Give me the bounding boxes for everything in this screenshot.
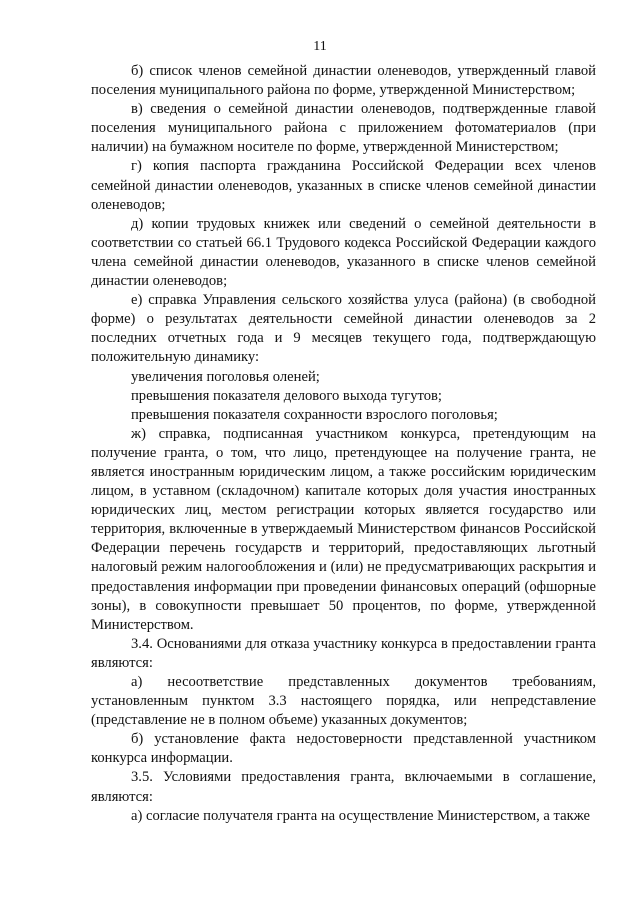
paragraph-3-5: 3.5. Условиями предоставления гранта, включаемыми в соглашение, являются:: [91, 769, 596, 805]
paragraph-item-zh: ж) справка, подписанная участником конкурса, претендующим на получение гранта, о том, что лицо, претендующее на получение гранта, не является иностранным юридическим лицом, а также российским юридическим лицом, в уставном (складочном) капитале которых доля участия иностранных юридических лиц, местом регистрации которых является государство или территория, включенные в утверждаемый Министерством финансов Российской Федерации перечень государств и территорий, предоставляющих льготный налоговый режим налогообложения и (или) не предусматривающих раскрытия и предоставления информации при проведении финансовых операций (офшорные зоны), в совокупности превышает 50 процентов, по форме, утвержденной Министерством.: [91, 425, 596, 633]
page-number: 11: [313, 39, 327, 54]
dynamics-item-adult-survival: превышения показателя сохранности взрослого поголовья;: [131, 406, 498, 423]
paragraph-3-4: 3.4. Основаниями для отказа участнику конкурса в предоставлении гранта являются:: [91, 635, 596, 671]
paragraph-item-d: д) копии трудовых книжек или сведений о семейной деятельности в соответствии со статьей 66.1 Трудового кодекса Российской Федерации каждого члена семейной династии оленеводов, указанного в списке членов семейной династии оленеводов;: [91, 215, 596, 290]
document-body: [91, 62, 596, 826]
dynamics-item-calf-yield: превышения показателя делового выхода тугутов;: [131, 387, 442, 404]
paragraph-item-b: б) список членов семейной династии оленеводов, утвержденный главой поселения муниципального района по форме, утвержденной Министерством;: [91, 63, 596, 99]
paragraph-item-v: в) сведения о семейной династии оленеводов, подтвержденные главой поселения муниципального района с приложением фотоматериалов (при наличии) на бумажном носителе по форме, утвержденной Министерством;: [91, 101, 596, 156]
paragraph-item-e: е) справка Управления сельского хозяйства улуса (района) (в свободной форме) о результатах деятельности семейной династии оленеводов за 2 последних отчетных года и 9 месяцев текущего года, подтверждающую положительную динамику:: [91, 292, 596, 366]
paragraph-item-g: г) копия паспорта гражданина Российской Федерации всех членов семейной династии оленеводов, указанных в списке членов семейной династии оленеводов;: [91, 158, 596, 213]
paragraph-3-4-b: б) установление факта недостоверности представленной участником конкурса информации.: [91, 731, 596, 767]
dynamics-item-herd-growth: увеличения поголовья оленей;: [131, 368, 320, 385]
paragraph-3-4-a: а) несоответствие представленных документов требованиям, установленным пунктом 3.3 настоящего порядка, или непредставление (представление не в полном объеме) указанных документов;: [91, 674, 596, 729]
paragraph-3-5-a: а) согласие получателя гранта на осуществление Министерством, а также: [131, 807, 591, 824]
